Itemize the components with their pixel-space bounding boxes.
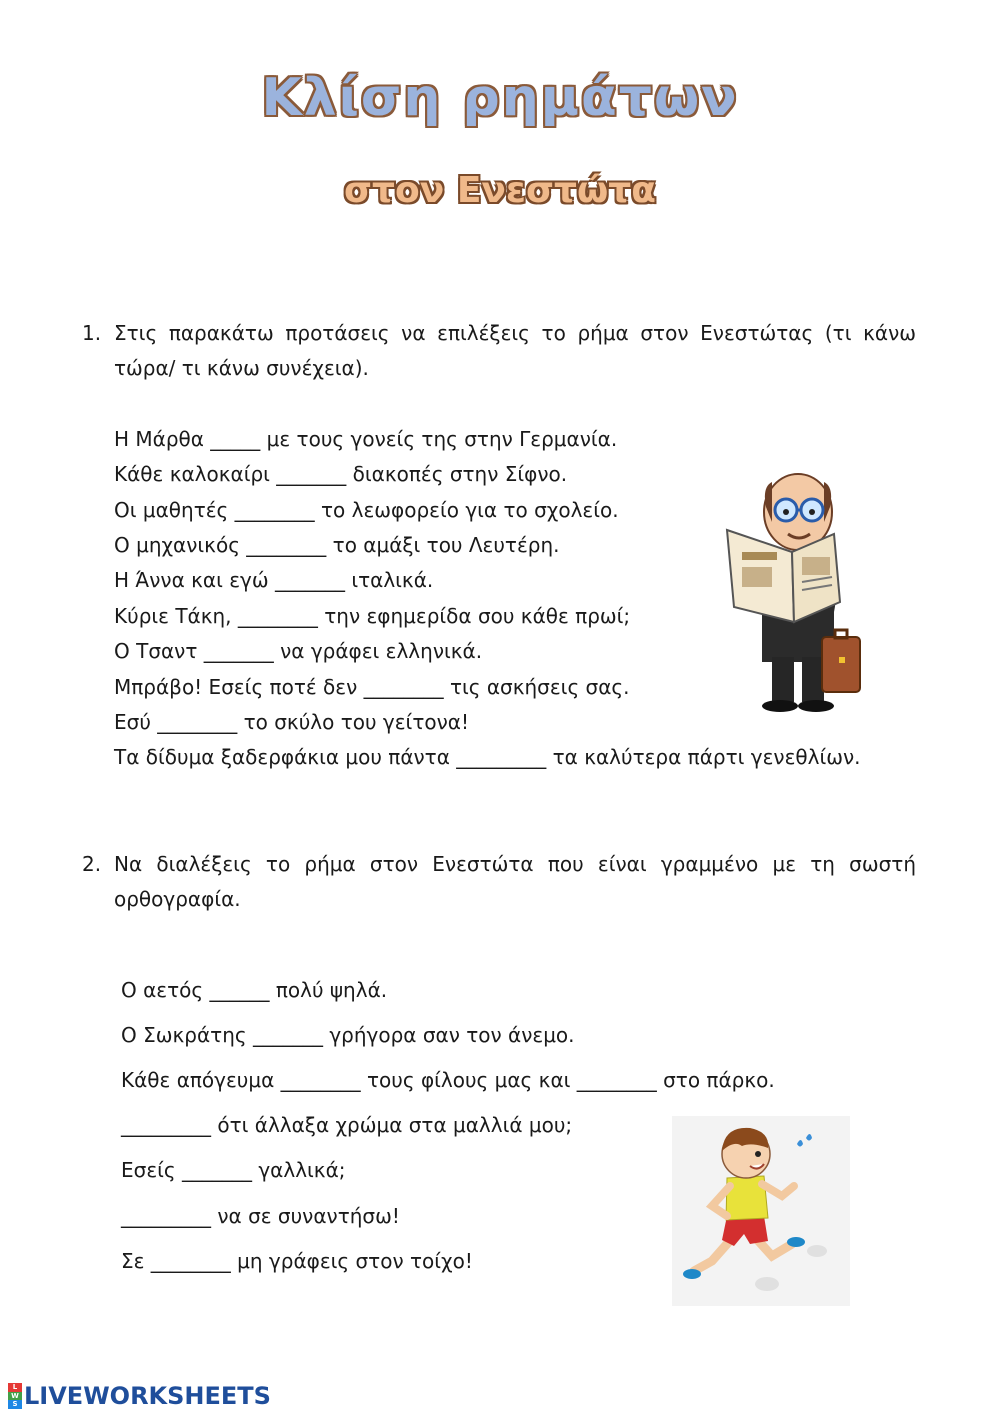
- liveworksheets-badge-icon: L W S: [8, 1383, 22, 1409]
- ex2-sentence-6: _________ να σε συναντήσω!: [121, 1204, 400, 1228]
- exercise-2-text: Να διαλέξεις το ρήμα στον Ενεστώτα που είναι γραμμένο με τη σωστή ορθογραφία.: [114, 852, 916, 911]
- exercise-1-text: Στις παρακάτω προτάσεις να επιλέξεις το ρήμα στον Ενεστώτας (τι κάνω τώρα/ τι κάνω συνέχεια).: [114, 321, 916, 380]
- worksheet-subtitle: στον Ενεστώτα: [344, 170, 656, 211]
- worksheet-title: Κλίση ρημάτων: [261, 68, 739, 128]
- ex1-sentence-10: Τα δίδυμα ξαδερφάκια μου πάντα _________ τα καλύτερα πάρτι γενεθλίων.: [114, 745, 861, 769]
- ex2-sentence-7: Σε ________ μη γράφεις στον τοίχο!: [121, 1249, 473, 1273]
- ex2-sentence-2: Ο Σωκράτης _______ γρήγορα σαν τον άνεμο.: [121, 1023, 575, 1047]
- man-reading-newspaper-image: [722, 462, 862, 714]
- ex2-sentence-4: _________ ότι άλλαξα χρώμα στα μαλλιά μου;: [121, 1113, 573, 1137]
- ex1-sentence-4: Ο μηχανικός ________ το αμάξι του Λευτέρη.: [114, 533, 560, 557]
- ex2-sentence-3: Κάθε απόγευμα ________ τους φίλους μας και ________ στο πάρκο.: [121, 1068, 775, 1092]
- ex1-sentence-5: Η Άννα και εγώ _______ ιταλικά.: [114, 568, 434, 592]
- ex1-sentence-3: Οι μαθητές ________ το λεωφορείο για το σχολείο.: [114, 498, 619, 522]
- liveworksheets-brand: LIVEWORKSHEETS: [24, 1382, 271, 1410]
- ex1-sentence-8: Μπράβο! Εσείς ποτέ δεν ________ τις ασκήσεις σας.: [114, 675, 630, 699]
- ex2-sentence-1: Ο αετός ______ πολύ ψηλά.: [121, 978, 388, 1002]
- exercise-1-instruction: [82, 316, 916, 386]
- exercise-2-number: 2.: [82, 852, 102, 876]
- ex1-sentence-6: Κύριε Τάκη, ________ την εφημερίδα σου κάθε πρωί;: [114, 604, 631, 628]
- boy-running-image: [672, 1116, 850, 1306]
- exercise-2-instruction: [82, 847, 916, 917]
- exercise-1-number: 1.: [82, 321, 102, 345]
- liveworksheets-logo: [8, 1380, 271, 1412]
- ex1-sentence-9: Εσύ ________ το σκύλο του γείτονα!: [114, 710, 469, 734]
- ex2-sentence-5: Εσείς _______ γαλλικά;: [121, 1158, 346, 1182]
- ex1-sentence-1: Η Μάρθα _____ με τους γονείς της στην Γερμανία.: [114, 427, 618, 451]
- ex1-sentence-7: Ο Τσαντ _______ να γράφει ελληνικά.: [114, 639, 483, 663]
- ex1-sentence-2: Κάθε καλοκαίρι _______ διακοπές στην Σίφνο.: [114, 462, 568, 486]
